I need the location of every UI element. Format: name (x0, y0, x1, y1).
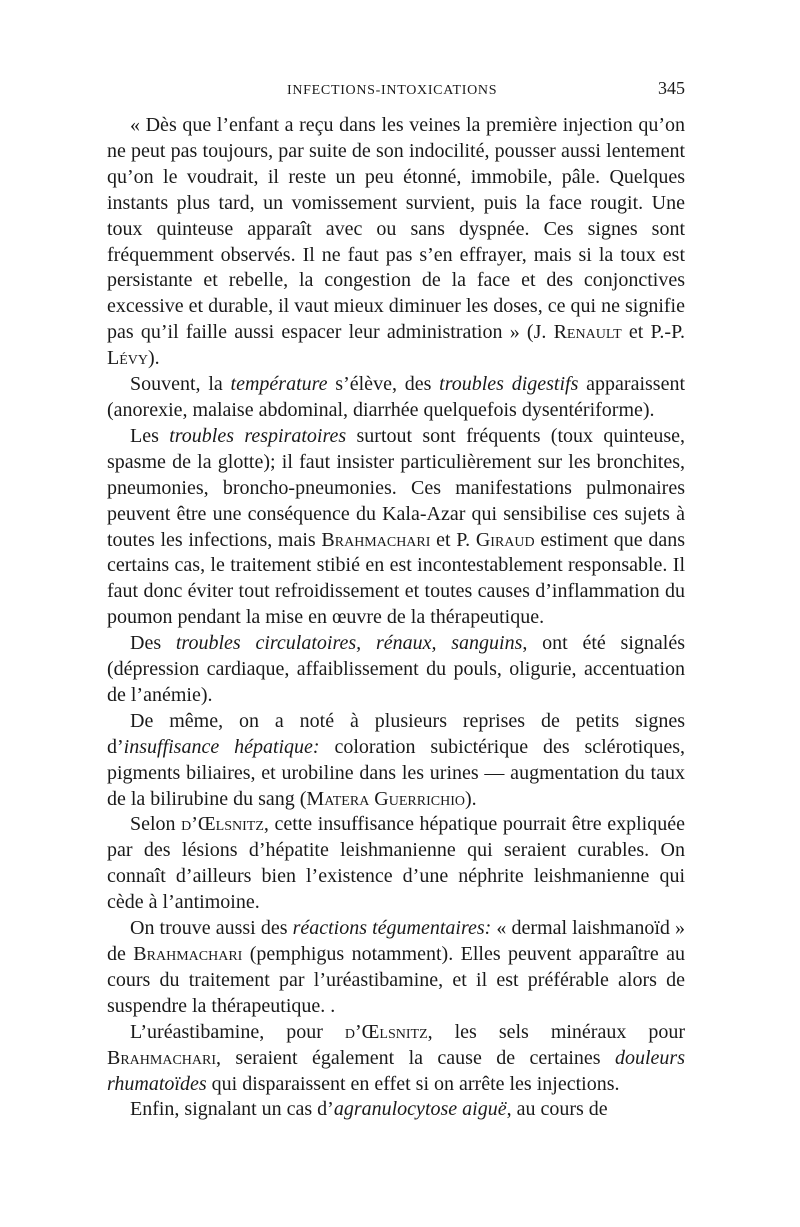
text-segment: De même, on a noté à plusieurs reprises de petits signes d’ (107, 709, 685, 758)
text-segment: qui disparaissent en effet si on arrête les injections. (206, 1072, 620, 1095)
text-segment: ). (148, 347, 160, 370)
emphasis-term: douleurs rhumatoïdes (107, 1046, 685, 1095)
text-segment: , ont été signalés (dépression cardiaque, affaiblissement du pouls, oligurie, accentuation de l’anémie). (107, 632, 685, 706)
text-segment: Des (130, 632, 176, 655)
author-name: Giraud (475, 528, 535, 551)
paragraph-temperature-digestive (107, 372, 685, 424)
body-text (107, 113, 685, 1123)
paragraph-hepatic (107, 709, 685, 813)
author-name: Brahmachari (133, 943, 243, 965)
text-segment: , seraient également la cause de certaines (216, 1046, 615, 1069)
paragraph-respiratory (107, 424, 685, 631)
paragraph-rheumatoid-pain (107, 1020, 685, 1098)
text-segment: Les (130, 424, 170, 447)
paragraph-oelsnitz-hepatitis (107, 812, 685, 916)
text-segment: (pemphigus notamment). Elles peuvent apparaître au cours du traitement par l’uréastibamine, et il est préférable alors de suspendre la thérapeutique. . (107, 943, 685, 1017)
running-title: INFECTIONS-INTOXICATIONS (287, 83, 498, 98)
author-name: Brahmachari (107, 1046, 217, 1069)
emphasis-term: température (230, 373, 328, 396)
text-segment: Enfin, signalant un cas d’ (130, 1098, 334, 1121)
page-number: 345 (658, 78, 685, 98)
emphasis-term: agranulocytose aiguë (333, 1098, 507, 1121)
text-segment: Selon (130, 813, 182, 836)
emphasis-term: insuffisance hépatique: (123, 735, 320, 758)
paragraph-circulatory (107, 631, 685, 709)
emphasis-term: troubles circulatoires, rénaux, sanguins (175, 632, 523, 655)
running-header (287, 78, 685, 99)
text-segment: apparaissent (anorexie, malaise abdominal, diarrhée quelquefois dysentériforme). (107, 373, 686, 421)
author-name: d’Œlsnitz (181, 813, 264, 836)
text-segment: et P.-P. (621, 321, 686, 344)
paragraph-skin-reactions (107, 916, 685, 1020)
text-segment: « dermal laishmanoïd » de (107, 917, 686, 965)
text-segment: estiment que dans certains cas, le traitement stibié en est incontestablement responsable. Il faut donc éviter tout refroidissement et toutes causes d’inflammation du poumon pendant la mise en œuvre de la thérapeutique. (107, 528, 685, 629)
author-name: Matera Guerrichio (306, 787, 465, 810)
text-segment: surtout sont fréquents (toux quinteuse, spasme de la glotte); il faut insister particulièrement sur les bronchites, pneumonies, broncho-pneumonies. Ces manifestations pulmonaires peuvent être une conséquence du Kala-Azar qui sensibilise ces sujets à toutes les infections, mais (107, 424, 685, 551)
author-name: d’Œlsnitz (344, 1020, 428, 1043)
author-name: Brahmachari (321, 528, 431, 551)
paragraph-quote-renault-levy (107, 113, 685, 372)
emphasis-term: troubles respiratoires (169, 424, 347, 447)
text-segment: On trouve aussi des (130, 917, 293, 940)
text-segment: , les sels minéraux pour (427, 1020, 685, 1043)
text-segment: ). (464, 787, 477, 810)
emphasis-term: réactions tégumentaires: (292, 917, 492, 940)
text-segment: , cette insuffisance hépatique pourrait être expliquée par des lésions d’hépatite leishmanienne qui seraient curables. On connaît d’ailleurs bien l’existence d’une néphrite leishmanienne qui cède à l’antimoine. (107, 813, 685, 914)
text-segment: « Dès que l’enfant a reçu dans les veines la première injection qu’on ne peut pas toujours, par suite de son indocilité, pousser aussi lentement qu’on le voudrait, il reste un peu étonné, immobile, pâle. Quelques instants plus tard, un vomissement survient, puis la face rougit. Une toux quinteuse apparaît avec ou sans dyspnée. Ces signes sont fréquemment observés. Il ne faut pas s’en effrayer, mais si la toux est persistante et rebelle, la congestion de la face et des conjonctives excessive et durable, il vaut mieux diminuer les doses, ce qui ne signifie pas qu’il faille aussi espacer leur administration » (J. (107, 114, 685, 344)
text-segment: et P. (430, 528, 476, 551)
text-segment: s’élève, des (327, 373, 440, 396)
paragraph-agranulocytosis (107, 1097, 685, 1123)
text-segment: L’uréastibamine, pour (130, 1020, 345, 1043)
text-segment: Souvent, la (130, 373, 231, 396)
author-name: Renault (553, 321, 622, 344)
text-segment: coloration subictérique des sclérotiques, pigments biliaires, et urobiline dans les urines — augmentation du taux de la bilirubine du sang ( (107, 735, 685, 810)
text-segment: , au cours de (506, 1098, 608, 1121)
author-name: Lévy (107, 347, 148, 370)
emphasis-term: troubles digestifs (439, 373, 579, 396)
